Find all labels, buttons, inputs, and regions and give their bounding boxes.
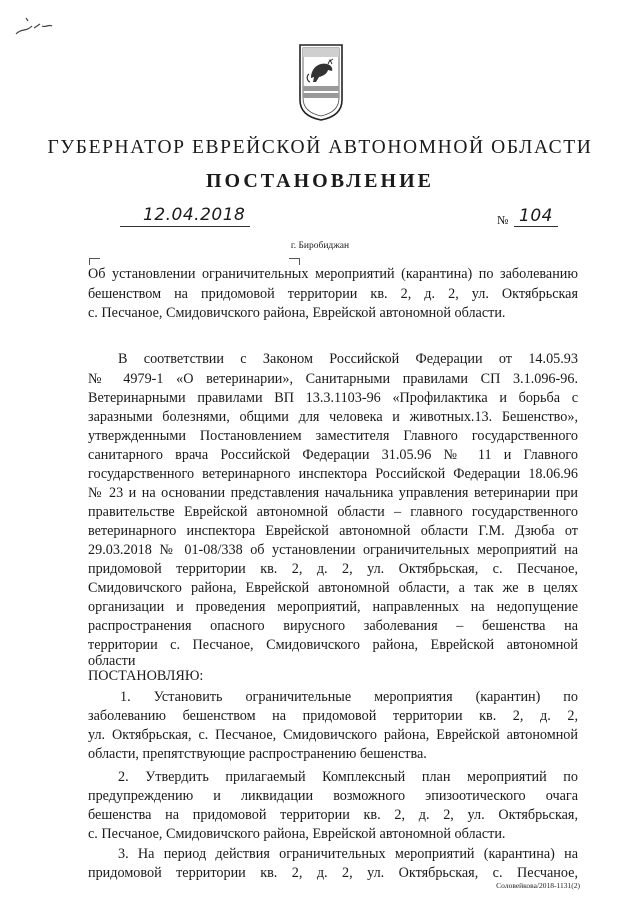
body-line: 3. На период действия ограничительных мероприятий (карантина) на <box>118 846 578 862</box>
body-line: ул. Октябрьская, с. Песчаное, Смидовичского района, Еврейской автономной <box>88 727 578 743</box>
coat-of-arms-emblem <box>297 40 345 122</box>
body-line: территории с. Песчаное, Смидовичского района, Еврейской автономной <box>88 637 578 653</box>
body-line: 29.03.2018 № 01-08/338 об установлении ограничительных мероприятий на <box>88 542 578 558</box>
issuing-authority: ГУБЕРНАТОР ЕВРЕЙСКОЙ АВТОНОМНОЙ ОБЛАСТИ <box>47 137 593 158</box>
title-corner-left <box>89 258 100 265</box>
number-label: № <box>497 213 509 227</box>
date-underline <box>120 226 250 227</box>
body-line: с. Песчаное, Смидовичского района, Еврейской автономной области. <box>88 826 506 842</box>
body-line: 1. Установить ограничительные мероприятия (карантин) по <box>120 689 578 705</box>
title-line: с. Песчаное, Смидовичского района, Еврейской автономной области. <box>88 305 506 321</box>
body-line: санитарного врача Российской Федерации 31.05.96 № 11 и Главного <box>88 447 578 463</box>
document-date: 12.04.2018 <box>143 205 246 225</box>
title-corner-right <box>289 258 300 265</box>
body-line: ветеринарного инспектора Еврейской автономной области Г.М. Дзюба от <box>88 523 578 539</box>
body-line: заболеванию бешенством на придомовой территории кв. 2, д. 2, <box>88 708 578 724</box>
body-line: В соответствии с Законом Российской Федерации от 14.05.93 <box>118 351 578 367</box>
resolution-heading: ПОСТАНОВЛЯЮ: <box>88 668 204 684</box>
body-line: заразными болезнями, общими для человека и животных.13. Бешенство», <box>88 409 578 425</box>
number-underline <box>514 226 558 227</box>
handwritten-mark <box>12 14 62 42</box>
city-line: г. Биробиджан <box>290 241 350 251</box>
body-line: бешенства на придомовой территории кв. 2, д. 2, ул. Октябрьская, <box>88 807 578 823</box>
footer-stamp: Соловейкова/2018-1131(2) <box>496 881 580 890</box>
document-number: 104 <box>519 206 553 226</box>
body-line: 2. Утвердить прилагаемый Комплексный план мероприятий по <box>118 769 578 785</box>
body-line: области, препятствующие распространению бешенства. <box>88 746 427 762</box>
body-line: № 23 и на основании представления начальника управления ветеринарии при <box>88 485 578 501</box>
body-line: Ветеринарными правилами ВП 13.3.1103-96 «Профилактика и борьба с <box>88 390 578 406</box>
body-line: предупреждению и ликвидации возможного эпизоотического очага <box>88 788 578 804</box>
body-line: Смидовичского района, Еврейской автономной области, а так же в целях <box>88 580 578 596</box>
body-line: государственного ветеринарного инспектора Российской Федерации 18.06.96 <box>88 466 578 482</box>
body-line: придомовой территории кв. 2, д. 2, ул. Октябрьская, с. Песчаное, <box>88 865 578 881</box>
body-line: придомовой территории кв. 2, д. 2, ул. Октябрьская, с. Песчаное, <box>88 561 578 577</box>
body-line: утвержденными Постановлением заместителя Главного государственного <box>88 428 578 444</box>
body-line: распространения опасного вирусного заболевания – бешенства на <box>88 618 578 634</box>
document-type-heading: ПОСТАНОВЛЕНИЕ <box>206 170 434 192</box>
title-line: Об установлении ограничительных мероприятий (карантина) по заболеванию <box>88 266 578 282</box>
body-line: организации и проведения мероприятий, направленных на недопущение <box>88 599 578 615</box>
body-line: № 4979-1 «О ветеринарии», Санитарными правилами СП 3.1.096-96. <box>88 371 578 387</box>
body-line: правительстве Еврейской автономной области – главного государственного <box>88 504 578 520</box>
title-line: бешенством на придомовой территории кв. 2, д. 2, ул. Октябрьская <box>88 286 578 302</box>
body-line: области <box>88 653 136 669</box>
